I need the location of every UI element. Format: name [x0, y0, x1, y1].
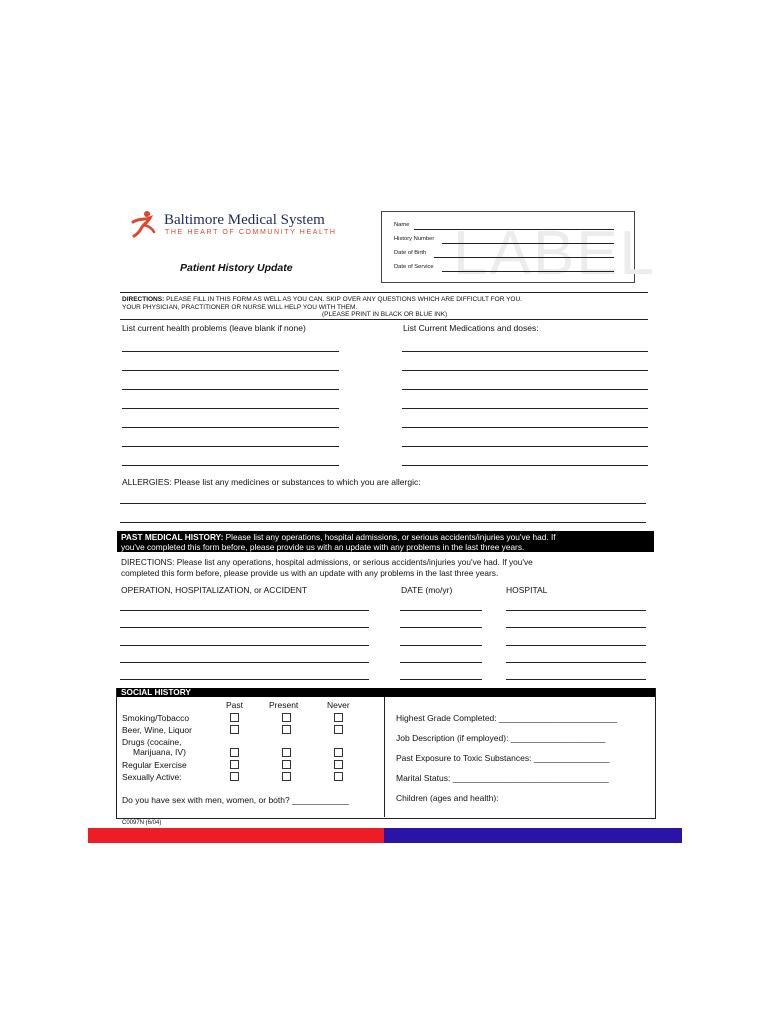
operation-column-header: OPERATION, HOSPITALIZATION, or ACCIDENT	[121, 585, 308, 595]
date-line[interactable]	[400, 610, 482, 611]
job-description-field[interactable]: Job Description (if employed): ____________________	[396, 733, 606, 743]
past-medical-history-bar-text	[121, 532, 556, 552]
past-medical-history-bar-line-1: Please list any operations, hospital admissions, or serious accidents/injuries you've had. If	[223, 532, 556, 542]
exercise-never-checkbox[interactable]	[334, 760, 343, 769]
org-tagline: THE HEART OF COMMUNITY HEALTH	[165, 229, 337, 236]
alcohol-never-checkbox[interactable]	[334, 725, 343, 734]
operation-line[interactable]	[120, 645, 369, 646]
smoking-present-checkbox[interactable]	[282, 713, 291, 722]
directions-line-1: PLEASE FILL IN THIS FORM AS WELL AS YOU CAN. SKIP OVER ANY QUESTIONS WHICH ARE DIFFICULT FOR YOU.	[166, 296, 522, 303]
operation-line[interactable]	[120, 610, 369, 611]
operation-line[interactable]	[120, 662, 369, 663]
sexually-active-label: Sexually Active:	[122, 772, 182, 782]
social-history-title: SOCIAL HISTORY	[121, 687, 191, 697]
medication-line[interactable]	[402, 408, 648, 409]
alcohol-label: Beer, Wine, Liquor	[122, 725, 192, 735]
marital-status-field[interactable]: Marital Status: _________________________________	[396, 773, 609, 783]
date-of-service-field[interactable]	[442, 271, 614, 272]
allergies-line[interactable]	[120, 503, 646, 504]
directions-line-3: (PLEASE PRINT IN BLACK OR BLUE INK)	[322, 311, 448, 318]
logo-figure-icon	[130, 210, 160, 238]
social-history-header-bar	[117, 688, 655, 697]
alcohol-past-checkbox[interactable]	[230, 725, 239, 734]
label-watermark: LABEL	[453, 219, 657, 288]
sexually-active-past-checkbox[interactable]	[230, 772, 239, 781]
health-problem-line[interactable]	[122, 370, 339, 371]
present-column-header: Present	[269, 700, 299, 710]
hospital-line[interactable]	[506, 645, 646, 646]
children-label: Children (ages and health):	[396, 793, 499, 803]
operation-line[interactable]	[120, 679, 369, 680]
drugs-past-checkbox[interactable]	[230, 748, 239, 757]
alcohol-present-checkbox[interactable]	[282, 725, 291, 734]
health-problem-line[interactable]	[122, 351, 339, 352]
sexually-active-present-checkbox[interactable]	[282, 772, 291, 781]
org-name: Baltimore Medical System	[164, 212, 325, 228]
hospital-column-header: HOSPITAL	[506, 585, 548, 595]
allergies-line[interactable]	[120, 522, 646, 523]
toxic-exposure-field[interactable]: Past Exposure to Toxic Substances: ________________	[396, 753, 610, 763]
date-line[interactable]	[400, 627, 482, 628]
date-of-birth-field[interactable]	[434, 257, 614, 258]
date-line[interactable]	[400, 662, 482, 663]
medication-line[interactable]	[402, 446, 648, 447]
date-of-birth-label: Date of Birth	[394, 250, 427, 256]
health-problem-line[interactable]	[122, 389, 339, 390]
form-code: C0097N (6/04)	[122, 820, 162, 826]
medication-line[interactable]	[402, 370, 648, 371]
past-medical-directions-line-2: completed this form before, please provide us with an update with any problems in the last three years.	[121, 568, 499, 578]
directions-top	[122, 296, 648, 319]
history-number-field[interactable]	[442, 243, 614, 244]
highest-grade-field[interactable]: Highest Grade Completed: _________________________	[396, 713, 618, 723]
sexually-active-never-checkbox[interactable]	[334, 772, 343, 781]
past-medical-history-bar-line-2: you've completed this form before, please provide us with an update with any problems in the last three years.	[121, 542, 525, 552]
smoking-past-checkbox[interactable]	[230, 713, 239, 722]
medication-line[interactable]	[402, 389, 648, 390]
never-column-header: Never	[327, 700, 350, 710]
exercise-past-checkbox[interactable]	[230, 760, 239, 769]
hospital-line[interactable]	[506, 662, 646, 663]
health-problem-line[interactable]	[122, 465, 339, 466]
past-column-header: Past	[226, 700, 244, 710]
operation-line[interactable]	[120, 627, 369, 628]
drugs-label-cont: Marijuana, IV)	[133, 747, 186, 757]
drugs-present-checkbox[interactable]	[282, 748, 291, 757]
past-medical-directions-line-1: DIRECTIONS: Please list any operations, hospital admissions, or serious accidents/injuries you've had. If you've	[121, 557, 533, 567]
footer-bar-blue	[384, 828, 682, 843]
hospital-line[interactable]	[506, 610, 646, 611]
medication-line[interactable]	[402, 465, 648, 466]
directions-line-2: YOUR PHYSICIAN, PRACTITIONER OR NURSE WILL HELP YOU WITH THEM.	[122, 303, 358, 311]
social-history-divider	[384, 697, 385, 817]
medication-line[interactable]	[402, 427, 648, 428]
footer-bar-red	[88, 828, 384, 843]
hospital-line[interactable]	[506, 627, 646, 628]
medications-label: List Current Medications and doses:	[403, 323, 539, 333]
allergies-label: ALLERGIES: Please list any medicines or substances to which you are allergic:	[122, 477, 421, 487]
health-problem-line[interactable]	[122, 446, 339, 447]
directions-bottom-rule	[120, 319, 648, 320]
directions-top-rule	[120, 292, 648, 293]
date-column-header: DATE (mo/yr)	[401, 585, 453, 595]
past-medical-history-title: PAST MEDICAL HISTORY:	[121, 532, 224, 542]
health-problem-line[interactable]	[122, 427, 339, 428]
form-title: Patient History Update	[180, 262, 293, 274]
smoking-never-checkbox[interactable]	[334, 713, 343, 722]
drugs-never-checkbox[interactable]	[334, 748, 343, 757]
medication-line[interactable]	[402, 351, 648, 352]
name-label: Name	[394, 222, 410, 228]
exercise-present-checkbox[interactable]	[282, 760, 291, 769]
date-of-service-label: Date of Service	[394, 264, 434, 270]
drugs-label: Drugs (cocaine,	[122, 737, 182, 747]
exercise-label: Regular Exercise	[122, 760, 187, 770]
directions-prefix: DIRECTIONS:	[122, 296, 165, 303]
health-problems-label: List current health problems (leave blank if none)	[122, 323, 306, 333]
history-number-label: History Number	[394, 236, 435, 242]
sex-partners-question[interactable]: Do you have sex with men, women, or both? ____________	[122, 795, 349, 805]
health-problem-line[interactable]	[122, 408, 339, 409]
smoking-label: Smoking/Tobacco	[122, 713, 190, 723]
hospital-line[interactable]	[506, 679, 646, 680]
name-field[interactable]	[414, 229, 614, 230]
past-medical-directions	[121, 557, 533, 579]
date-line[interactable]	[400, 645, 482, 646]
date-line[interactable]	[400, 679, 482, 680]
